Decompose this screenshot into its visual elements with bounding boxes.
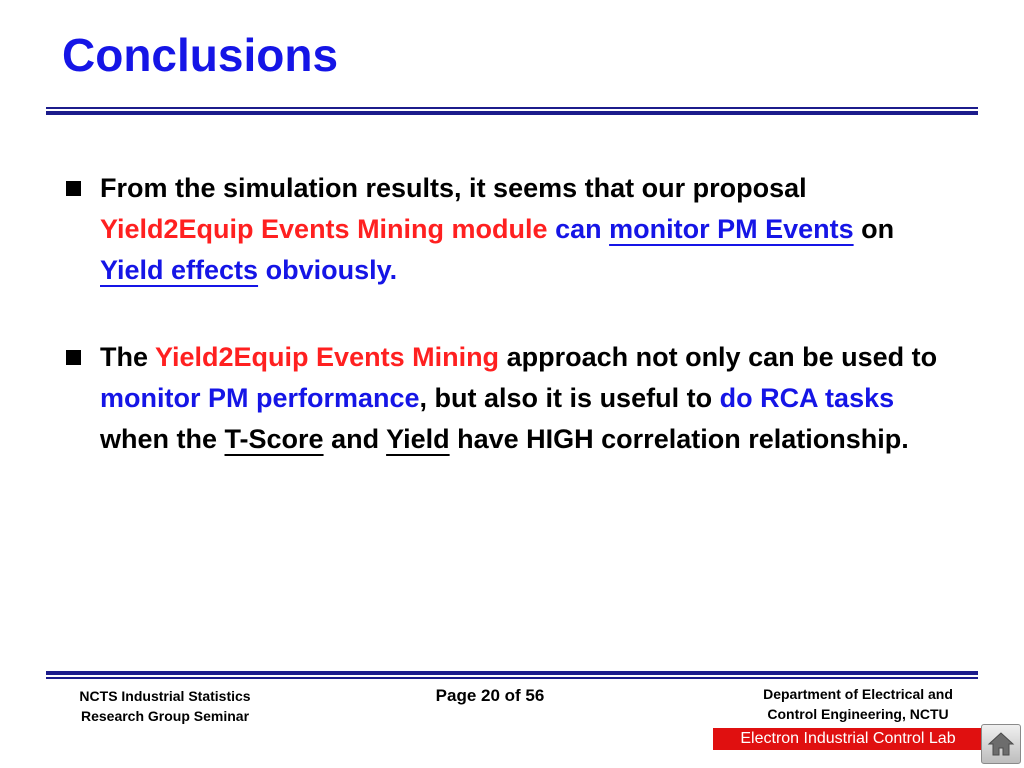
highlight-yield2equip-module: Yield2Equip Events Mining module bbox=[100, 214, 548, 244]
highlight-monitor-pm-performance: monitor PM performance bbox=[100, 383, 420, 413]
lab-badge: Electron Industrial Control Lab bbox=[713, 728, 983, 750]
square-bullet-icon bbox=[66, 350, 81, 365]
slide-title: Conclusions bbox=[62, 29, 339, 81]
bullet-item-1 bbox=[62, 168, 962, 291]
highlight-obviously: obviously. bbox=[265, 255, 398, 285]
title-divider bbox=[46, 107, 978, 115]
square-bullet-icon bbox=[66, 181, 81, 196]
highlight-yield-effects: Yield effects bbox=[100, 255, 259, 285]
footer-department: Department of Electrical and Control Engineering, NCTU bbox=[763, 686, 953, 722]
home-icon bbox=[987, 730, 1015, 758]
bullet-list bbox=[62, 168, 962, 460]
page-number: Page 20 of 56 bbox=[435, 686, 545, 705]
highlight-yield2equip-mining: Yield2Equip Events Mining bbox=[155, 342, 500, 372]
home-button[interactable] bbox=[981, 724, 1021, 764]
footer-divider bbox=[46, 671, 978, 679]
footer-seminar-name: NCTS Industrial Statistics Research Group Seminar bbox=[79, 688, 251, 724]
bullet-1-text: From the simulation results, it seems that our proposal Yield2Equip Events Mining module can monitor PM Events on Yield effects obviously. bbox=[100, 173, 895, 285]
underlined-yield: Yield bbox=[386, 424, 450, 454]
underlined-t-score: T-Score bbox=[224, 424, 324, 454]
bullet-item-2 bbox=[62, 337, 962, 460]
bullet-2-text: The Yield2Equip Events Mining approach not only can be used to monitor PM performance, but also it is useful to do RCA tasks when the T-Score and Yield have HIGH correlation relationship. bbox=[100, 342, 938, 454]
highlight-do-rca-tasks: do RCA tasks bbox=[719, 383, 895, 413]
highlight-monitor-pm-events: can monitor PM Events bbox=[555, 214, 854, 244]
